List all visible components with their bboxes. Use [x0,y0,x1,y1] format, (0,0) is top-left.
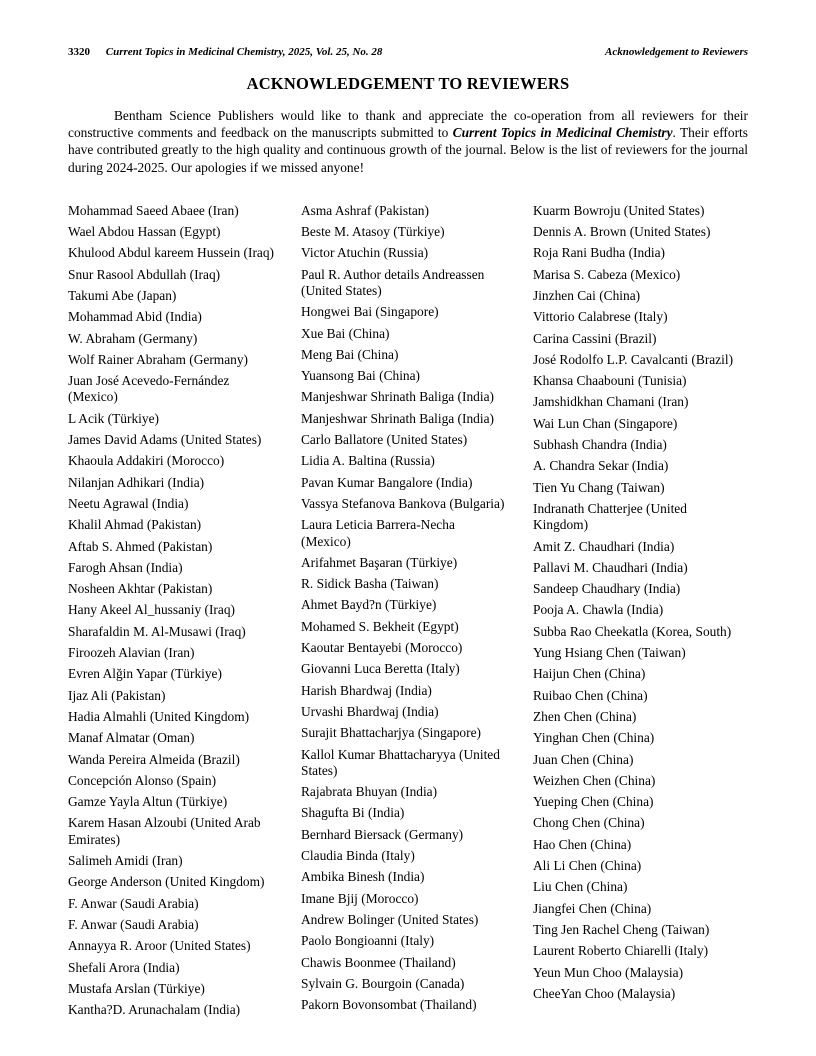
reviewer-entry: Snur Rasool Abdullah (Iraq) [68,266,221,282]
reviewer-entry: F. Anwar (Saudi Arabia) [68,895,199,911]
reviewer-entry: Bernhard Biersack (Germany) [301,826,464,842]
reviewer-entry: Yung Hsiang Chen (Taiwan) [533,645,686,661]
running-title: Acknowledgement to Reviewers [605,46,748,58]
reviewer-entry: Wolf Rainer Abraham (Germany) [68,351,249,367]
reviewer-entry: Kaoutar Bentayebi (Morocco) [301,640,463,656]
reviewer-entry: Beste M. Atasoy (Türkiye) [301,224,445,240]
reviewer-entry: Ruibao Chen (China) [533,687,648,703]
reviewer-entry: Marisa S. Cabeza (Mexico) [533,266,681,282]
intro-text-before: Bentham Science Publishers would like to thank and appreciate the co-operation from all reviewers for their constructive comments and feedback on the manuscripts submitted to [68,108,748,141]
reviewer-entry: Jiangfei Chen (China) [533,900,652,916]
reviewer-entry: Khansa Chaabouni (Tunisia) [533,373,687,389]
reviewer-entry: Andrew Bolinger (United States) [301,911,479,927]
reviewer-entry: Urvashi Bhardwaj (India) [301,703,439,719]
reviewer-entry: Yuansong Bai (China) [301,368,421,384]
reviewer-entry: Shefali Arora (India) [68,959,180,975]
reviewer-entry: Carina Cassini (Brazil) [533,330,657,346]
reviewer-entry: Khalil Ahmad (Pakistan) [68,517,202,533]
reviewer-entry: Salimeh Amidi (Iran) [68,853,183,869]
reviewer-entry: Kuarm Bowroju (United States) [533,202,705,218]
reviewer-entry: Ijaz Ali (Pakistan) [68,687,166,703]
reviewer-entry: Mohammad Abid (India) [68,309,202,325]
intro-paragraph [68,107,748,176]
reviewer-entry: Khaoula Addakiri (Morocco) [68,453,225,469]
reviewer-entry: Giovanni Luca Beretta (Italy) [301,661,460,677]
reviewer-entry: Firoozeh Alavian (Iran) [68,645,195,661]
reviewer-entry: Annayya R. Aroor (United States) [68,938,251,954]
reviewer-entry: Tien Yu Chang (Taiwan) [533,479,665,495]
reviewer-entry: Juan Chen (China) [533,751,634,767]
reviewer-entry: Concepción Alonso (Spain) [68,772,217,788]
reviewer-entry: Sylvain G. Bourgoin (Canada) [301,975,465,991]
reviewer-column-1 [68,203,301,1024]
reviewer-entry: George Anderson (United Kingdom) [68,874,265,890]
reviewer-entry: Yeun Mun Choo (Malaysia) [533,964,684,980]
reviewer-entry: Zhen Chen (China) [533,708,637,724]
reviewer-entry: W. Abraham (Germany) [68,330,198,346]
reviewer-entry: Aftab S. Ahmed (Pakistan) [68,538,213,554]
reviewer-entry: Chong Chen (China) [533,815,645,831]
reviewer-entry: James David Adams (United States) [68,432,262,448]
reviewer-entry: Harish Bhardwaj (India) [301,682,432,698]
reviewer-entry: Pavan Kumar Bangalore (India) [301,474,473,490]
reviewer-entry: Indranath Chatterjee (United Kingdom) [533,500,687,533]
reviewer-entry: José Rodolfo L.P. Cavalcanti (Brazil) [533,351,734,367]
reviewer-entry: Surajit Bhattacharjya (Singapore) [301,725,481,741]
reviewer-entry: Manjeshwar Shrinath Baliga (India) [301,410,494,426]
reviewer-entry: Vittorio Calabrese (Italy) [533,309,668,325]
reviewer-entry: F. Anwar (Saudi Arabia) [68,916,199,932]
reviewer-entry: Mohamed S. Bekheit (Egypt) [301,618,459,634]
reviewer-entry: Ting Jen Rachel Cheng (Taiwan) [533,921,710,937]
reviewer-entry: Jinzhen Cai (China) [533,288,641,303]
reviewer-entry: Hao Chen (China) [533,836,632,852]
reviewer-entry: Yueping Chen (China) [533,794,654,810]
page-number: 3320 [68,46,90,58]
reviewer-entry: Laurent Roberto Chiarelli (Italy) [533,943,709,959]
reviewer-entry: Lidia A. Baltina (Russia) [301,453,435,469]
reviewer-entry: Rajabrata Bhuyan (India) [301,784,438,800]
reviewer-entry: Claudia Binda (Italy) [301,848,415,864]
reviewer-column-2 [301,203,533,1024]
reviewer-entry: Hadia Almahli (United Kingdom) [68,708,250,724]
reviewer-entry: Laura Leticia Barrera-Necha (Mexico) [301,517,455,549]
header-left [68,46,382,58]
reviewer-entry: Juan José Acevedo-Fernández (Mexico) [68,373,230,405]
reviewer-entry: Amit Z. Chaudhari (India) [533,538,675,554]
reviewer-entry: Wael Abdou Hassan (Egypt) [68,224,221,240]
reviewer-entry: Khulood Abdul kareem Hussein (Iraq) [68,245,275,261]
reviewer-entry: Arifahmet Başaran (Türkiye) [301,554,458,570]
reviewer-entry: Pakorn Bovonsombat (Thailand) [301,997,477,1013]
reviewer-entry: Asma Ashraf (Pakistan) [301,202,429,218]
intro-text-after: . Their efforts have contributed greatly to the high quality and continuous growth of the journal. Below is the list of reviewers for the journal during 2024-2025. Our apologies if we missed anyone! [68,125,748,175]
reviewer-column-3 [533,203,748,1024]
reviewer-entry: Gamze Yayla Altun (Türkiye) [68,794,228,810]
reviewer-entry: Xue Bai (China) [301,325,390,341]
page-header [68,46,748,58]
reviewer-entry: Meng Bai (China) [301,346,399,362]
reviewer-entry: L Acik (Türkiye) [68,410,159,426]
reviewer-entry: Pooja A. Chawla (India) [533,602,664,618]
reviewer-entry: Carlo Ballatore (United States) [301,432,468,448]
reviewer-entry: Subhash Chandra (India) [533,437,667,453]
reviewer-entry: Nosheen Akhtar (Pakistan) [68,581,213,597]
reviewer-entry: Roja Rani Budha (India) [533,245,666,261]
reviewer-entry: Kantha?D. Arunachalam (India) [68,1002,241,1018]
reviewer-entry: Ali Li Chen (China) [533,858,642,874]
reviewer-entry: Takumi Abe (Japan) [68,288,177,303]
reviewer-entry: CheeYan Choo (Malaysia) [533,985,676,1001]
reviewer-entry: Hongwei Bai (Singapore) [301,304,439,320]
reviewer-entry: Kallol Kumar Bhattacharyya (United States) [301,746,500,778]
reviewer-entry: Chawis Boonmee (Thailand) [301,954,456,970]
reviewer-entry: Subba Rao Cheekatla (Korea, South) [533,623,732,639]
reviewer-entry: Hany Akeel Al_hussaniy (Iraq) [68,602,235,618]
reviewer-entry: R. Sidick Basha (Taiwan) [301,576,439,592]
journal-reference: Current Topics in Medicinal Chemistry, 2025, Vol. 25, No. 28 [105,46,383,58]
reviewer-entry: Shagufta Bi (India) [301,805,405,821]
reviewer-entry: Victor Atuchin (Russia) [301,245,429,261]
reviewer-entry: Vassya Stefanova Bankova (Bulgaria) [301,495,505,511]
reviewer-entry: Evren Alğin Yapar (Türkiye) [68,666,222,682]
reviewer-entry: Nilanjan Adhikari (India) [68,474,205,490]
reviewer-entry: Farogh Ahsan (India) [68,559,183,575]
reviewer-entry: Ambika Binesh (India) [301,869,425,885]
reviewer-entry: Yinghan Chen (China) [533,730,655,746]
reviewer-entry: Karem Hasan Alzoubi (United Arab Emirates) [68,815,261,847]
reviewer-entry: Ahmet Bayd?n (Türkiye) [301,597,437,613]
reviewer-entry: Pallavi M. Chaudhari (India) [533,559,688,575]
page-title: ACKNOWLEDGEMENT TO REVIEWERS [246,74,570,93]
reviewer-entry: Paul R. Author details Andreassen (United States) [301,266,485,298]
reviewer-entry: A. Chandra Sekar (India) [533,458,669,474]
reviewer-entry: Jamshidkhan Chamani (Iran) [533,394,689,410]
reviewer-entry: Haijun Chen (China) [533,666,646,682]
reviewer-entry: Liu Chen (China) [533,879,628,895]
reviewer-entry: Paolo Bongioanni (Italy) [301,933,435,949]
reviewer-entry: Manaf Almatar (Oman) [68,730,195,746]
reviewer-entry: Imane Bjij (Morocco) [301,890,419,906]
journal-name-inline: Current Topics in Medicinal Chemistry [452,125,673,141]
reviewer-entry: Neetu Agrawal (India) [68,495,189,511]
reviewer-entry: Weizhen Chen (China) [533,772,656,788]
reviewer-entry: Wanda Pereira Almeida (Brazil) [68,751,240,767]
reviewer-entry: Dennis A. Brown (United States) [533,224,711,240]
reviewer-entry: Mustafa Arslan (Türkiye) [68,980,205,996]
reviewer-entry: Manjeshwar Shrinath Baliga (India) [301,389,494,405]
reviewer-entry: Mohammad Saeed Abaee (Iran) [68,202,239,218]
reviewer-entry: Sharafaldin M. Al-Musawi (Iraq) [68,623,246,639]
reviewer-columns [68,203,748,1024]
reviewer-entry: Sandeep Chaudhary (India) [533,581,681,597]
reviewer-entry: Wai Lun Chan (Singapore) [533,415,678,431]
